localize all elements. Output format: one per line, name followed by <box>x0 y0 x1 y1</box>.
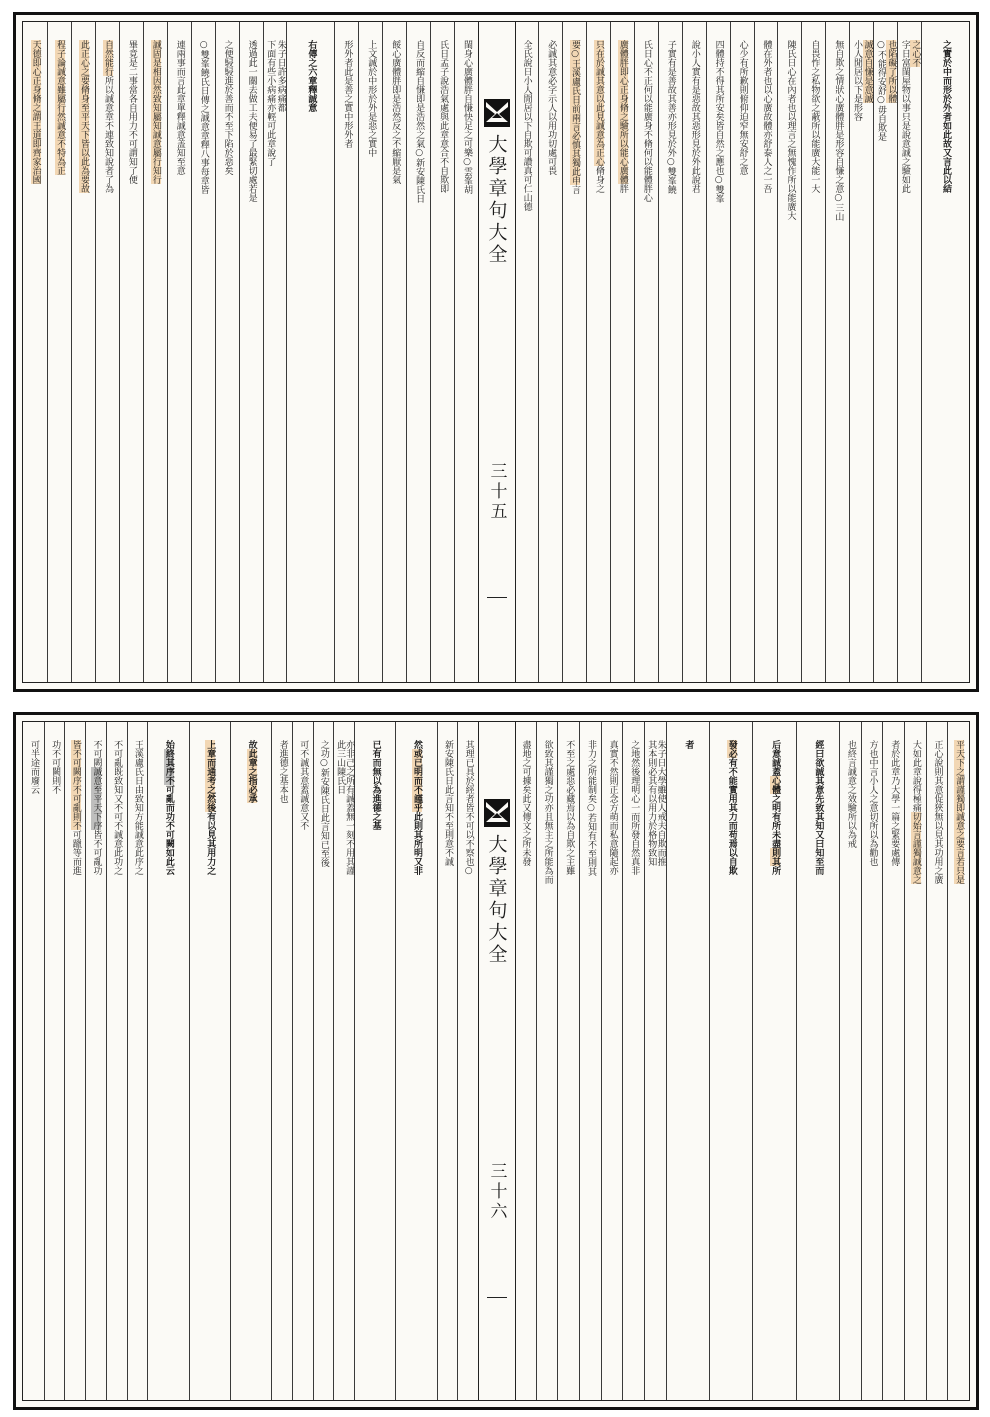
commentary-column <box>119 22 143 682</box>
commentary-column <box>947 722 969 1400</box>
center-gutter <box>478 22 516 682</box>
commentary-column <box>382 22 406 682</box>
commentary-text: ○不能得安舒○毋自欺是 <box>875 40 886 141</box>
commentary-column <box>849 22 873 682</box>
commentary-text: 可不誠其意蓋誠意又不 <box>298 740 309 830</box>
page-frame <box>22 21 970 683</box>
commentary-text: 閨身心廣體胖自慊快足之可樂○雲峯胡 <box>462 40 473 194</box>
commentary-column <box>706 22 730 682</box>
commentary-column <box>538 22 562 682</box>
main-text: 發必有不能實用其力而苟焉以自欺 <box>726 740 737 875</box>
commentary-column <box>730 22 754 682</box>
commentary-text: 透過此一關去做工夫便易了最緊切處若是 <box>246 40 257 202</box>
commentary-column <box>601 722 623 1400</box>
commentary-column <box>334 22 358 682</box>
commentary-column <box>644 722 666 1400</box>
commentary-column <box>263 22 287 682</box>
main-text: 之實於中而形於外者如此故又言此以結 <box>941 40 952 193</box>
commentary-text: 小人閒居以下是形容 <box>852 40 863 121</box>
commentary-column <box>95 22 119 682</box>
main-text: 者 <box>683 740 694 749</box>
commentary-column <box>333 722 354 1400</box>
main-text: 上章而通考之然後有以見其用力之 <box>205 740 216 875</box>
commentary-column <box>777 22 801 682</box>
commentary-column <box>47 22 71 682</box>
book-page-bottom <box>13 712 979 1410</box>
commentary-column <box>64 722 85 1400</box>
main-text: 然或已明而不謹乎此則其所明又非 <box>411 740 422 875</box>
commentary-column <box>839 722 861 1400</box>
commentary-column <box>873 22 897 682</box>
fish-tail-mark-icon <box>483 98 511 128</box>
commentary-column <box>239 22 263 682</box>
commentary-text: 氏日孟子說浩氣處與此章意合不自欺即 <box>438 40 449 193</box>
commentary-text: 程子論誠意雖屬行然誠意不特為正 <box>55 40 66 175</box>
commentary-column <box>127 722 148 1400</box>
right-text-block <box>514 722 969 1400</box>
commentary-column <box>23 722 44 1400</box>
left-text-block <box>23 722 478 1400</box>
commentary-text: 非力之所能制矣○若知有不至則其 <box>585 740 596 876</box>
main-text: 經曰欲誠其意先致其知又曰知至而 <box>813 740 824 875</box>
commentary-column <box>71 22 95 682</box>
commentary-text: 天德即心正身脩之謂王道即齊家治國 <box>30 40 41 184</box>
commentary-text: 自畏怍之私物欲之蔽所以能廣大能一大 <box>809 40 820 193</box>
center-gutter <box>478 722 516 1400</box>
commentary-column <box>562 22 586 682</box>
commentary-text: 者於此章乃大學一篇之緊要處傳 <box>889 740 900 866</box>
commentary-text: 真實不然則正念方萌而私意隨起亦 <box>607 740 618 875</box>
commentary-column <box>454 22 478 682</box>
commentary-text: 說小人實有是惡故其惡形見於外此說君 <box>689 40 700 193</box>
commentary-text: 王溪盧氏日由致知方能誠意此序之 <box>132 740 143 875</box>
commentary-column <box>658 22 682 682</box>
commentary-column <box>406 22 430 682</box>
commentary-text: 要○王溪盧氏日前兩言必慎其獨此申言 <box>570 40 581 194</box>
commentary-column <box>897 22 921 682</box>
commentary-column <box>514 22 538 682</box>
commentary-column <box>610 22 634 682</box>
commentary-text: 大如此章說得極痛切始言謹獨誠意之 <box>910 740 921 884</box>
commentary-text: 之功○新安陳氏日此言知已至後 <box>318 740 329 867</box>
commentary-column <box>634 22 658 682</box>
commentary-column <box>191 22 215 682</box>
commentary-text: 之便駸駸進於善而不至下陷於惡矣 <box>222 40 233 175</box>
gutter-title: 大學章句大全 <box>485 834 508 966</box>
main-text: 右傳之六章釋誠意 <box>306 40 317 112</box>
main-text-column <box>147 722 188 1400</box>
commentary-text: 心少有所歉則俯仰迫窄無安舒之意 <box>737 40 748 175</box>
gutter-rule <box>487 1297 507 1298</box>
commentary-column <box>861 722 883 1400</box>
commentary-text: 方也中言小人之意切所以為勸也 <box>867 740 878 866</box>
commentary-column <box>622 722 644 1400</box>
commentary-column <box>215 22 239 682</box>
gutter-rule <box>487 597 507 598</box>
commentary-text: 上文誠於中形於外是惡之實中 <box>366 40 377 157</box>
commentary-text: 形外者此是善之實中形外者 <box>342 40 353 148</box>
commentary-column <box>514 722 536 1400</box>
commentary-column <box>44 722 65 1400</box>
commentary-text: 者進德之基本也 <box>277 740 288 803</box>
commentary-text: 四體持不得其所安矣皆自然之應也○雙峯 <box>713 40 724 203</box>
commentary-column <box>825 22 849 682</box>
left-text-block <box>23 22 478 682</box>
right-text-block <box>514 22 969 682</box>
main-text-column <box>286 22 334 682</box>
commentary-text: ○雙峯饒氏日傳之誠意章釋八事每章皆 <box>198 40 209 194</box>
commentary-column <box>457 722 478 1400</box>
commentary-text: 體在外者也以心廣故體亦舒泰人之一吾 <box>761 40 772 193</box>
main-text-column <box>796 722 839 1400</box>
commentary-column <box>167 22 191 682</box>
main-text: 始終其序不可亂而功不可闕如此云 <box>163 740 174 875</box>
commentary-column <box>292 722 313 1400</box>
commentary-text: 字日富閨屋物以事只是說意誠之驗如此 <box>899 40 910 193</box>
commentary-column <box>882 722 904 1400</box>
commentary-column <box>754 22 778 682</box>
commentary-text: 必誠其意必字示人以用功切處可畏 <box>546 40 557 175</box>
commentary-text: 朱子日大學雖使人戒夫自欺而推 <box>655 740 666 866</box>
commentary-text: 餒心廣體胖即是浩然反之不縮厭是氣 <box>390 40 401 184</box>
commentary-text: 此正心之要脩身至平天下皆以此為要故 <box>79 40 90 193</box>
commentary-text: 連兩事而言此章單釋誠意盖知至意 <box>174 40 185 175</box>
commentary-text: 可半途而廢云 <box>28 740 39 794</box>
commentary-column <box>579 722 601 1400</box>
commentary-column <box>143 22 167 682</box>
main-text-column <box>189 722 230 1400</box>
commentary-text: 正心說則其意促狹無以見其功用之廣 <box>932 740 943 884</box>
main-text-column <box>230 722 271 1400</box>
commentary-text: 不至之處惡必藏焉以為自欺之主雖 <box>564 740 575 875</box>
commentary-text: 氏日心不正何以能廣身不脩何以能體胖心 <box>641 40 652 202</box>
commentary-text: 盡地之可據矣此又傳文之所未發 <box>520 740 531 866</box>
commentary-text: 功不可闕則不 <box>50 740 61 794</box>
commentary-text: 陳氏日心在內者也以理言之無愧作所以能廣大 <box>785 40 796 220</box>
commentary-column <box>682 22 706 682</box>
book-page-top <box>13 12 979 692</box>
page-number: 三十五 <box>486 462 507 522</box>
main-text-column <box>666 722 709 1400</box>
commentary-text: 皆不可闕序不可亂則不可躐等而進 <box>70 740 81 875</box>
page-frame <box>22 721 970 1401</box>
commentary-column <box>557 722 579 1400</box>
commentary-text: 子實有是善故其善亦形見於外○雙峯饒 <box>665 40 676 194</box>
commentary-column <box>586 22 610 682</box>
commentary-column <box>801 22 825 682</box>
commentary-text: 自反而縮自慊即是浩然之氣○新安陳氏日 <box>414 40 425 203</box>
commentary-column <box>926 722 948 1400</box>
main-text-column <box>395 722 436 1400</box>
commentary-text: 之地然後理明心一而所發自然真非 <box>629 740 640 875</box>
commentary-column <box>271 722 292 1400</box>
main-text: 故此章之指必承 <box>246 740 257 803</box>
commentary-text: 欲致其謹獨之功亦且無主之所能為而 <box>542 740 553 884</box>
page-number: 三十六 <box>486 1162 507 1222</box>
commentary-column <box>85 722 106 1400</box>
commentary-column <box>358 22 382 682</box>
commentary-text: 也終言誠意之效驗所以為戒 <box>845 740 856 848</box>
commentary-text: 只在於誠其意以此見誠意為正心脩身之 <box>593 40 604 193</box>
main-text-column <box>709 722 752 1400</box>
gutter-title: 大學章句大全 <box>485 134 508 266</box>
commentary-text: 其本則必其有以用力於格物致知 <box>646 740 657 866</box>
commentary-text: 也陷礙了所以體 <box>886 40 897 103</box>
commentary-text: 亦非己之所有誠蓋無一刻不用其謹 <box>344 740 355 875</box>
commentary-column <box>106 722 127 1400</box>
commentary-text: 不可亂既致知又不可不誠意此功之 <box>112 740 123 875</box>
main-text: 已有而無以為進德之基 <box>370 740 381 830</box>
main-text-column <box>921 22 969 682</box>
main-text: 后意誠蓋心體之明有所未盡則其所 <box>770 740 781 875</box>
commentary-text: 朱子日許多病痛都 <box>275 40 286 112</box>
commentary-column <box>430 22 454 682</box>
commentary-text: 下面有些小病痛亦輕可此章說了 <box>265 40 276 166</box>
commentary-text: 全氏說日小人閒居以下自欺可讚真可仁山德 <box>521 40 532 211</box>
commentary-column <box>904 722 926 1400</box>
commentary-column <box>313 722 334 1400</box>
commentary-column <box>536 722 558 1400</box>
commentary-text: 無自欺之情狀心廣體胖是形容自慊之意○三山 <box>833 40 844 221</box>
main-text-column <box>752 722 795 1400</box>
commentary-column <box>437 722 458 1400</box>
commentary-text: 廣體胖即心正身脩之驗所以能心廣體胖 <box>617 40 628 193</box>
commentary-text: 平天下之謂謹獨即誠意之要言若只是 <box>954 740 965 884</box>
commentary-text: 新安陳氏日此言知不至則意不誠 <box>442 740 453 866</box>
commentary-text: 此三山陳氏日 <box>335 740 346 794</box>
commentary-text: 自然能行所以誠意章不連致知說者了為 <box>102 40 113 193</box>
commentary-text: 誠意自慊是意誠 <box>862 40 873 103</box>
commentary-text: 其理已具於經者皆不可以不察也○ <box>463 740 474 876</box>
commentary-text: 誠固是相因然致知屬知誠意屬行知行 <box>150 40 161 184</box>
commentary-text: 之心不 <box>910 40 921 67</box>
commentary-column <box>23 22 47 682</box>
commentary-text: 畢竟是二事當各自用力不可謂知了便 <box>126 40 137 184</box>
commentary-text: 不可闕誠意至平天下序皆不可亂功 <box>91 740 102 875</box>
fish-tail-mark-icon <box>483 798 511 828</box>
main-text-column <box>354 722 395 1400</box>
